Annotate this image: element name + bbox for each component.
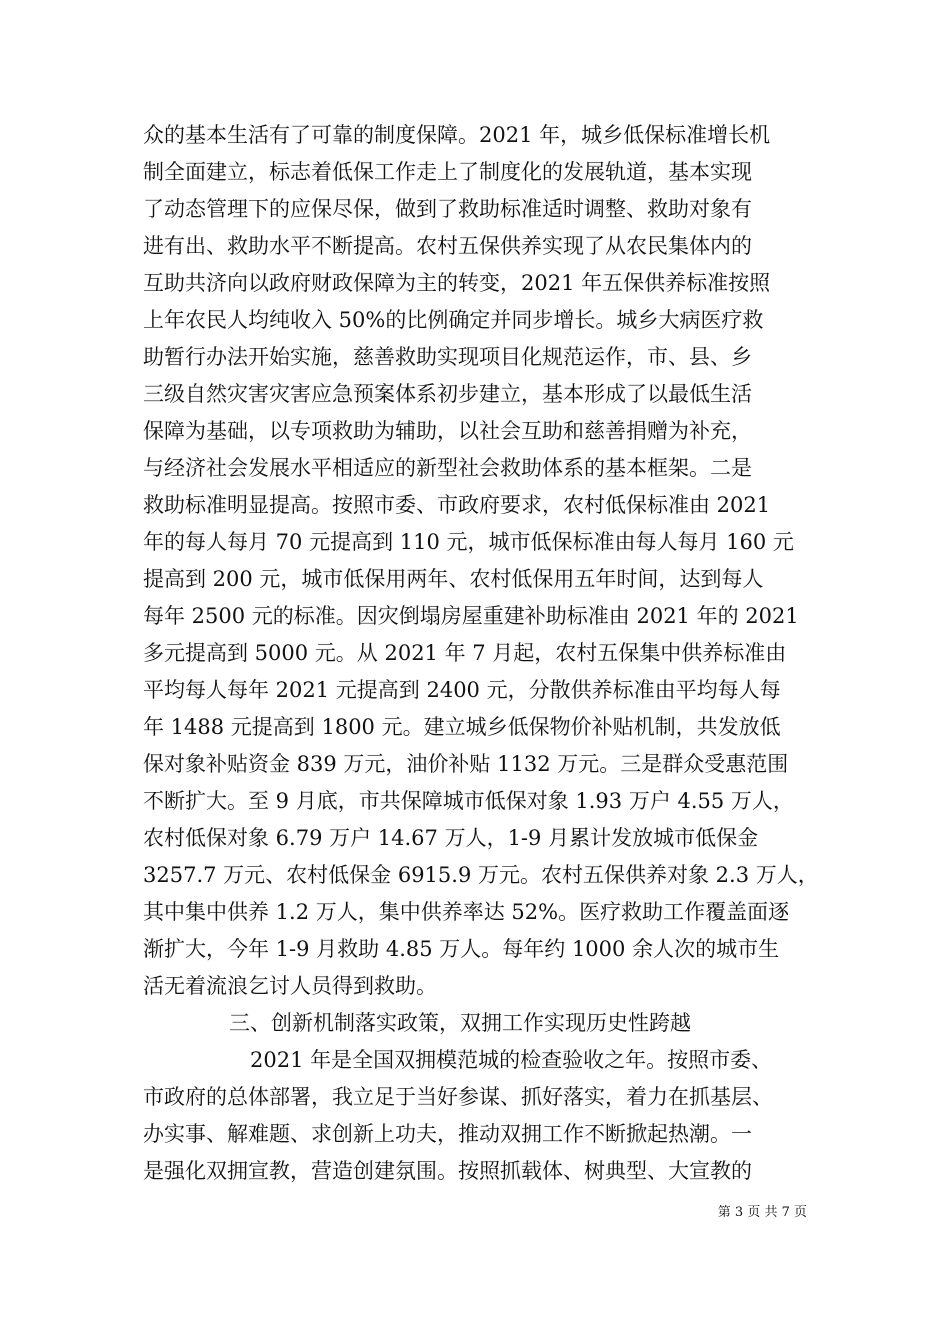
body-line: 不断扩大。至 9 月底，市共保障城市低保对象 1.93 万户 4.55 万人， [143,789,794,813]
body-line: 提高到 200 元，城市低保用两年、农村低保用五年时间，达到每人 [143,567,764,591]
body-line: 助暂行办法开始实施，慈善救助实现项目化规范运作，市、县、乡 [143,345,752,369]
body-line: 众的基本生活有了可靠的制度保障。2021 年，城乡低保标准增长机 [143,123,771,147]
body-line: 保对象补贴资金 839 万元，油价补贴 1132 万元。三是群众受惠范围 [143,752,789,776]
body-line: 渐扩大，今年 1-9 月救助 4.85 万人。每年约 1000 余人次的城市生 [143,937,780,961]
body-line: 办实事、解难题、求创新上功夫，推动双拥工作不断掀起热潮。一 [143,1122,752,1146]
body-line: 互助共济向以政府财政保障为主的转变，2021 年五保供养标准按照 [143,271,771,295]
body-line: 其中集中供养 1.2 万人，集中供养率达 52%。医疗救助工作覆盖面逐 [143,900,790,924]
section-heading: 三、创新机制落实政策，双拥工作实现历史性跨越 [229,1011,691,1035]
body-line: 每年 2500 元的标准。因灾倒塌房屋重建补助标准由 2021 年的 2021 [143,604,799,628]
page-number-footer: 第 3 页 共 7 页 [717,1205,807,1220]
body-line: 救助标准明显提高。按照市委、市政府要求，农村低保标准由 2021 [143,493,771,517]
body-line: 三级自然灾害灾害应急预案体系初步建立，基本形成了以最低生活 [143,382,752,406]
body-line: 是强化双拥宣教，营造创建氛围。按照抓载体、树典型、大宣教的 [143,1159,752,1183]
body-line: 2021 年是全国双拥模范城的检查验收之年。按照市委、 [250,1048,773,1072]
body-line: 保障为基础，以专项救助为辅助，以社会互助和慈善捐赠为补充， [143,419,752,443]
body-line: 制全面建立，标志着低保工作走上了制度化的发展轨道，基本实现 [143,160,752,184]
body-line: 市政府的总体部署，我立足于当好参谋、抓好落实，着力在抓基层、 [143,1085,773,1109]
body-line: 了动态管理下的应保尽保，做到了救助标准适时调整、救助对象有 [143,197,752,221]
body-line: 年 1488 元提高到 1800 元。建立城乡低保物价补贴机制，共发放低 [143,715,781,739]
body-line: 多元提高到 5000 元。从 2021 年 7 月起，农村五保集中供养标准由 [143,641,787,665]
body-line: 平均每人每年 2021 元提高到 2400 元，分散供养标准由平均每人每 [143,678,781,702]
body-line: 与经济社会发展水平相适应的新型社会救助体系的基本框架。二是 [143,456,752,480]
body-line: 年的每人每月 70 元提高到 110 元，城市低保标准由每人每月 160 元 [143,530,794,554]
body-line: 活无着流浪乞讨人员得到救助。 [143,974,437,998]
body-line: 上年农民人均纯收入 50%的比例确定并同步增长。城乡大病医疗救 [143,308,764,332]
body-line: 农村低保对象 6.79 万户 14.67 万人，1-9 月累计发放城市低保金 [143,826,759,850]
body-line: 3257.7 万元、农村低保金 6915.9 万元。农村五保供养对象 2.3 万人， [143,863,819,887]
body-line: 进有出、救助水平不断提高。农村五保供养实现了从农民集体内的 [143,234,752,258]
